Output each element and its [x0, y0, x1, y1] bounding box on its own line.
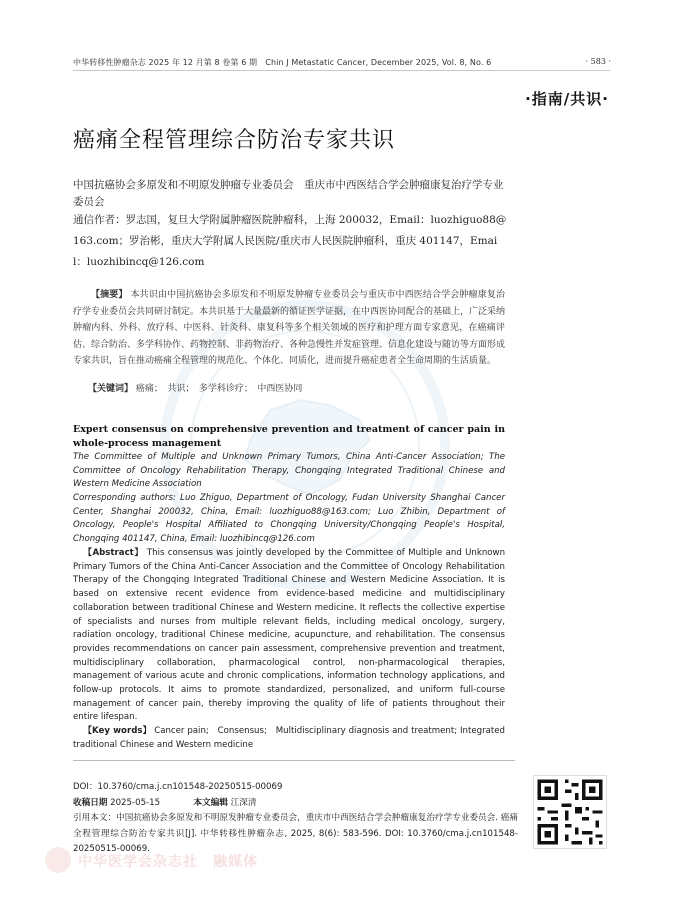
authors: 中国抗癌协会多原发和不明原发肿瘤专业委员会 重庆市中西医结合学会肿瘤康复治疗学专业委员会 — [73, 179, 504, 208]
keywords-english-label: 【Key words】 — [83, 726, 152, 736]
publisher-logo-icon — [45, 847, 71, 873]
doi[interactable]: DOI：10.3760/cma.j.cn101548-20250515-00069 — [73, 782, 283, 792]
keywords-chinese-items: 癌痛； 共识； 多学科诊疗； 中西医协同 — [135, 384, 303, 394]
keywords-english — [73, 725, 505, 752]
abstract-chinese — [73, 287, 505, 370]
citation: 引用本文：中国抗癌协会多原发和不明原发肿瘤专业委员会，重庆市中西医结合学会肿瘤康复治疗学专业委员会. 癌痛全程管理综合防治专家共识[J]. 中华转移性肿瘤杂志, 2025, 8(6): 583-596. DOI: 10.3760/cma.j.cn101548-20250515-00069. — [73, 813, 518, 854]
article-title: 癌痛全程管理综合防治专家共识 — [73, 128, 396, 153]
header-divider — [73, 70, 610, 71]
english-corresponding: Corresponding authors: Luo Zhiguo, Department of Oncology, Fudan University Shanghai Cancer Center, Shanghai 200032, China, Email: luozhiguo88@163.com; Luo Zhibin, Department of Oncology, People's Hospital Affiliated to Chongqing University/Chongqing People's Hospital, Chongqing 401147, China, Email: luozhibincq@126.com — [73, 493, 505, 545]
abstract-english-text: This consensus was jointly developed by the Committee of Multiple and Unknown Primary Tumors of the China Anti-Cancer Association and the Committee of Oncology Rehabilitation Therapy of the Chongqing Integrated Traditional Chinese and Western Medicine Association. It is based on extensive recent evidence from evidence-based medicine and multidisciplinary collaboration between traditional Chinese and Western medicine. It reflects the collective expertise of specialists and nurses from multiple relevant fields, including medical oncology, surgery, radiation oncology, traditional Chinese medicine, acupuncture, and rehabilitation. The consensus provides recommendations on cancer pain assessment, comprehensive prevention and treatment, multidisciplinary collaboration, pharmacological control, non-pharmacological therapies, management of various acute and chronic complications, information technology applications, and follow-up protocols. It aims to promote standardized, personalized, and uniform full-course management of cancer pain, thereby improving the quality of life of patients throughout their entire lifespan. — [73, 548, 506, 723]
english-title: Expert consensus on comprehensive prevention and treatment of cancer pain in whole-process management — [73, 424, 505, 449]
correspondence: 通信作者：罗志国，复旦大学附属肿瘤医院肿瘤科，上海 200032，Email：luozhiguo88@163.com；罗治彬，重庆大学附属人民医院/重庆市人民医院肿瘤科，重庆 401147，Email：luozhibincq@126.com — [73, 214, 507, 268]
keywords-english-text: Cancer pain; Consensus; Multidisciplinary diagnosis and treatment; Integrated traditional Chinese and Western medicine — [73, 726, 505, 750]
editor-label: 本文编辑 — [193, 798, 228, 808]
abstract-chinese-label: 【摘要】 — [91, 290, 128, 300]
article-dates — [73, 796, 256, 808]
editor-value: 江深清 — [230, 798, 257, 808]
qr-code-icon[interactable] — [533, 775, 607, 849]
received-value: 2025-05-15 — [110, 798, 161, 808]
english-committee: The Committee of Multiple and Unknown Primary Tumors, China Anti-Cancer Association; The Committee of Oncology Rehabilitation Therapy, Chongqing Integrated Traditional Chinese and Western Medicine Association — [73, 452, 505, 490]
abstract-chinese-text: 本共识由中国抗癌协会多原发和不明原发肿瘤专业委员会与重庆市中西医结合学会肿瘤康复治疗学专业委员会共同研讨制定。本共识基于大量最新的循证医学证据，在中西医协同配合的基础上，广泛采纳肿瘤内科、外科、放疗科、中医科、针灸科、康复科等多个相关领域的医疗和护理方面专家意见，在癌痛评估、综合防治、多学科协作、药物控制、非药物治疗、各种急慢性并发症管理、信息化建设与随访等方面形成专家共识，旨在推动癌痛全程管理的规范化、个体化、同质化，进而提升癌症患者全生命周期的生活质量。 — [73, 290, 506, 367]
page-number: · 583 · — [585, 57, 611, 66]
publisher-logo-text: 中华医学会杂志社 融媒体 — [78, 854, 258, 870]
keywords-chinese-label: 【关键词】 — [88, 384, 134, 394]
footer-divider — [73, 760, 515, 761]
abstract-english — [73, 547, 505, 725]
received-label: 收稿日期 — [73, 798, 108, 808]
abstract-english-label: 【Abstract】 — [83, 548, 144, 558]
running-header: 中华转移性肿瘤杂志 2025 年 12 月第 8 卷第 6 期 Chin J Metastatic Cancer, December 2025, Vol. 8, No. 6 — [73, 58, 492, 67]
section-tag: ·指南/共识· — [525, 90, 609, 108]
keywords-chinese — [88, 381, 302, 394]
